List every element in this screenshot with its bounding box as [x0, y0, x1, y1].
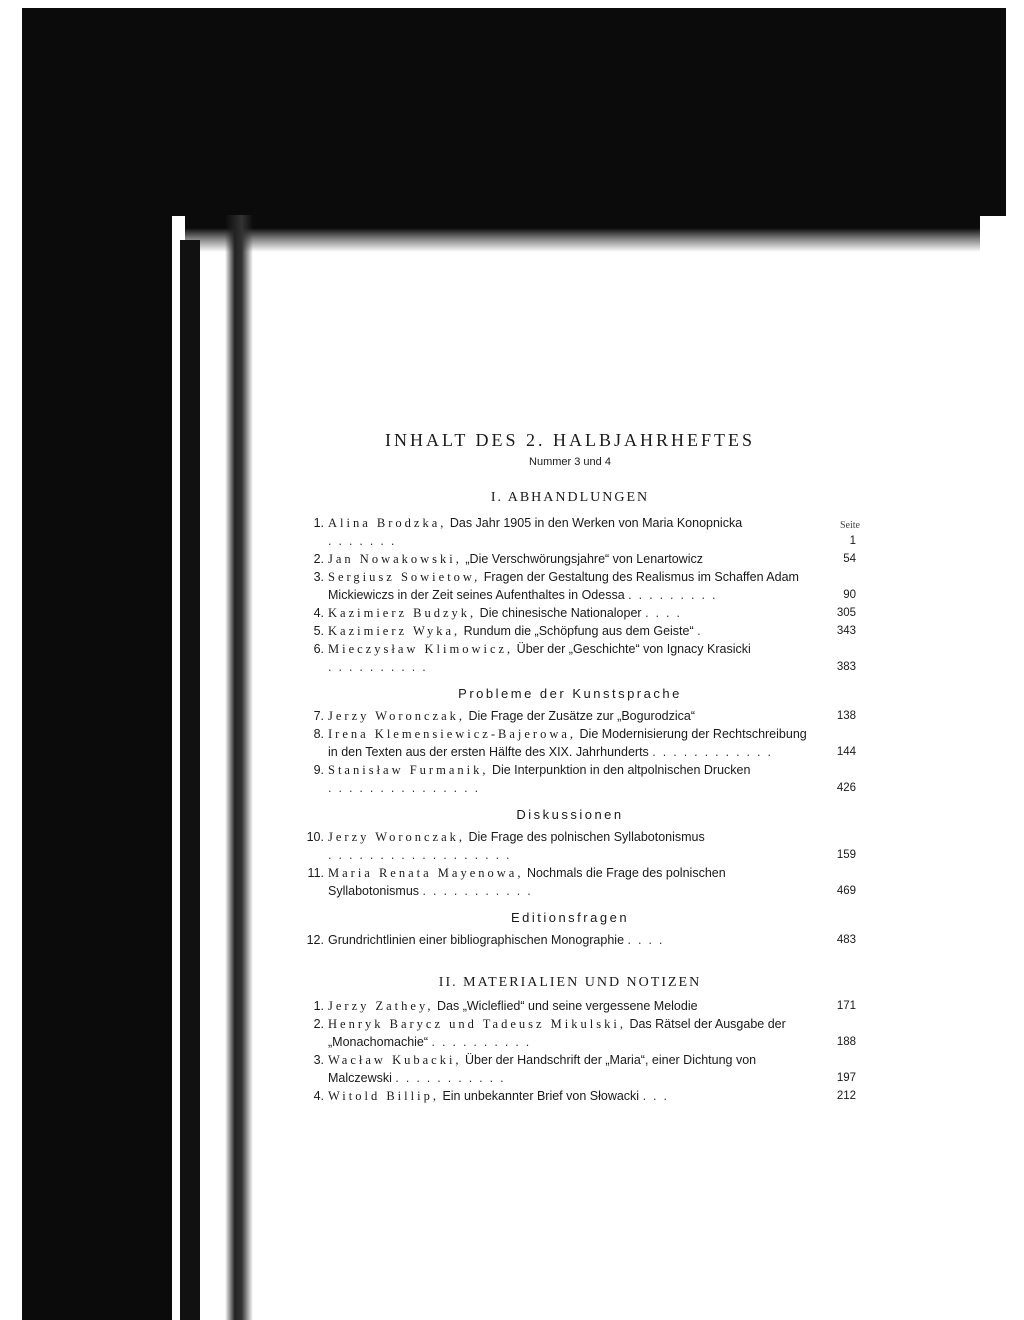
entry-page: 383: [836, 661, 856, 673]
entry-author: Mieczysław Klimowicz,: [328, 642, 514, 656]
entry-page: 483: [836, 934, 856, 946]
entry-author: Alina Brodzka,: [328, 516, 447, 530]
entry-author: Witold Billip,: [328, 1089, 439, 1103]
page-column-label: Seite: [840, 520, 860, 531]
entry-number: 4.: [313, 606, 324, 620]
entry-title: Ein unbekannter Brief von Słowacki: [442, 1089, 640, 1103]
entry-page: 212: [836, 1090, 856, 1102]
entry-page: 90: [843, 589, 856, 601]
toc-entry[interactable]: 4. Witold Billip, Ein unbekannter Brief von Słowacki ... 212: [300, 1087, 880, 1105]
part-2-heading: II. MATERIALIEN UND NOTIZEN: [438, 975, 702, 990]
entry-author: Jerzy Zathey,: [328, 999, 434, 1013]
toc-entry[interactable]: [300, 550, 880, 568]
page-subtitle: Nummer 3 und 4: [529, 456, 611, 468]
part-2-entries: [300, 997, 880, 1105]
scan-ragged-edge: [185, 212, 980, 252]
entry-page: 159: [836, 849, 856, 861]
entry-title: Die Frage des polnischen Syllabotonismus: [468, 830, 705, 844]
entry-title: Das „Wicleflied“ und seine vergessene Melodie: [437, 999, 698, 1013]
entry-number: 5.: [313, 624, 324, 638]
entry-author: Irena Klemensiewicz-Bajerowa,: [328, 727, 577, 741]
entry-page: 188: [836, 1036, 856, 1048]
entry-author: Stanisław Furmanik,: [328, 763, 489, 777]
toc-entry[interactable]: 3. Sergiusz Sowietow, Fragen der Gestaltung des Realismus im Schaffen Adam Mickiewiczs in der Zeit seines Aufenthaltes in Odessa ......... 90: [300, 568, 880, 604]
toc-entry[interactable]: [300, 997, 880, 1015]
entry-title: „Die Verschwörungsjahre“ von Lenartowicz: [465, 552, 703, 566]
entry-page: 144: [836, 746, 856, 758]
entry-author: Jerzy Woronczak,: [328, 830, 466, 844]
section-entries-editionsfragen: [300, 931, 880, 949]
entry-author: Jerzy Woronczak,: [328, 709, 466, 723]
entry-title: Das Jahr 1905 in den Werken von Maria Konopnicka: [449, 516, 743, 530]
scan-binding-strip: [180, 240, 200, 1320]
toc-entry[interactable]: 6. Mieczysław Klimowicz, Über der „Geschichte“ von Ignacy Krasicki .......... 383: [300, 640, 880, 676]
toc-entry[interactable]: 1. Alina Brodzka, Das Jahr 1905 in den Werken von Maria Konopnicka ....... 1: [300, 514, 880, 550]
entry-title: Über der Handschrift der „Maria“, einer Dichtung von Malczewski: [328, 1053, 757, 1085]
section-heading-diskussionen: Diskussionen: [516, 807, 624, 822]
part-1-entries: [300, 514, 880, 676]
entry-number: 2.: [313, 552, 324, 566]
page-title: INHALT DES 2. HALBJAHRHEFTES: [384, 430, 756, 450]
entry-page: 426: [836, 782, 856, 794]
entry-author: Kazimierz Wyka,: [328, 624, 461, 638]
scan-shadow-top: [22, 8, 1006, 216]
toc-entry[interactable]: 4. Kazimierz Budzyk, Die chinesische Nationaloper .... 305: [300, 604, 880, 622]
entry-page: 54: [843, 553, 856, 565]
entry-title: Die Interpunktion in den altpolnischen Drucken: [491, 763, 751, 777]
entry-author: Kazimierz Budzyk,: [328, 606, 477, 620]
entry-number: 9.: [313, 763, 324, 777]
entry-title: Rundum die „Schöpfung aus dem Geiste“: [463, 624, 694, 638]
toc-entry[interactable]: [300, 707, 880, 725]
entry-number: 10.: [306, 830, 324, 844]
entry-page: 138: [836, 710, 856, 722]
entry-title: Die Modernisierung der Rechtschreibung in den Texten aus der ersten Hälfte des XIX. Jahrhunderts: [328, 727, 807, 759]
entry-number: 12.: [306, 933, 324, 947]
entry-number: 7.: [313, 709, 324, 723]
toc-entry[interactable]: 12. Grundrichtlinien einer bibliographischen Monographie .... 483: [300, 931, 880, 949]
entry-title: Über der „Geschichte“ von Ignacy Krasicki: [516, 642, 751, 656]
toc-entry[interactable]: 8. Irena Klemensiewicz-Bajerowa, Die Modernisierung der Rechtschreibung in den Texten aus der ersten Hälfte des XIX. Jahrhunderts ............ 144: [300, 725, 880, 761]
entry-author: Sergiusz Sowietow,: [328, 570, 481, 584]
toc-entry[interactable]: 11. Maria Renata Mayenowa, Nochmals die Frage des polnischen Syllabotonismus ........... 469: [300, 864, 880, 900]
entry-title: Fragen der Gestaltung des Realismus im Schaffen Adam Mickiewiczs in der Zeit seines Aufenthaltes in Odessa: [328, 570, 799, 602]
entry-page: 305: [836, 607, 856, 619]
toc-entry[interactable]: 3. Wacław Kubacki, Über der Handschrift der „Maria“, einer Dichtung von Malczewski ........... 197: [300, 1051, 880, 1087]
entry-number: 8.: [313, 727, 324, 741]
entry-title: Grundrichtlinien einer bibliographischen Monographie: [328, 933, 625, 947]
entry-page: 343: [836, 625, 856, 637]
entry-author: Jan Nowakowski,: [328, 552, 462, 566]
entry-number: 3.: [313, 570, 324, 584]
entry-author: Maria Renata Mayenowa,: [328, 866, 524, 880]
entry-page: 469: [836, 885, 856, 897]
entry-page: 171: [836, 1000, 856, 1012]
part-1-heading: I. ABHANDLUNGEN: [490, 490, 650, 505]
entry-number: 11.: [307, 866, 324, 880]
scan-gutter-line: [225, 215, 253, 1320]
entry-number: 4.: [313, 1089, 324, 1103]
section-heading-kunstsprache: Probleme der Kunstsprache: [458, 686, 682, 701]
entry-page: 197: [836, 1072, 856, 1084]
entry-author: Wacław Kubacki,: [328, 1053, 462, 1067]
entry-number: 2.: [313, 1017, 324, 1031]
section-heading-editionsfragen: Editionsfragen: [510, 910, 630, 925]
entry-number: 1.: [313, 516, 324, 530]
entry-title: Die Frage der Zusätze zur „Bogurodzica“: [468, 709, 695, 723]
toc-entry[interactable]: 10. Jerzy Woronczak, Die Frage des polnischen Syllabotonismus .................. 159: [300, 828, 880, 864]
entry-page: 1: [849, 535, 856, 547]
entry-number: 1.: [313, 999, 324, 1013]
entry-number: 6.: [313, 642, 324, 656]
toc-entry[interactable]: 5. Kazimierz Wyka, Rundum die „Schöpfung aus dem Geiste“ . 343: [300, 622, 880, 640]
entry-title: Nochmals die Frage des polnischen Syllabotonismus: [328, 866, 726, 898]
table-of-contents: [300, 430, 880, 1105]
scan-shadow-left: [22, 200, 172, 1320]
section-entries-kunstsprache: [300, 707, 880, 797]
entry-title: Die chinesische Nationaloper: [479, 606, 642, 620]
section-entries-diskussionen: [300, 828, 880, 900]
entry-number: 3.: [313, 1053, 324, 1067]
toc-entry[interactable]: 2. Henryk Barycz und Tadeusz Mikulski, Das Rätsel der Ausgabe der „Monachomachie“ .......... 188: [300, 1015, 880, 1051]
entry-author: Henryk Barycz und Tadeusz Mikulski,: [328, 1017, 626, 1031]
entry-title: Das Rätsel der Ausgabe der „Monachomachie“: [328, 1017, 786, 1049]
toc-entry[interactable]: 9. Stanisław Furmanik, Die Interpunktion in den altpolnischen Drucken ............... 426: [300, 761, 880, 797]
